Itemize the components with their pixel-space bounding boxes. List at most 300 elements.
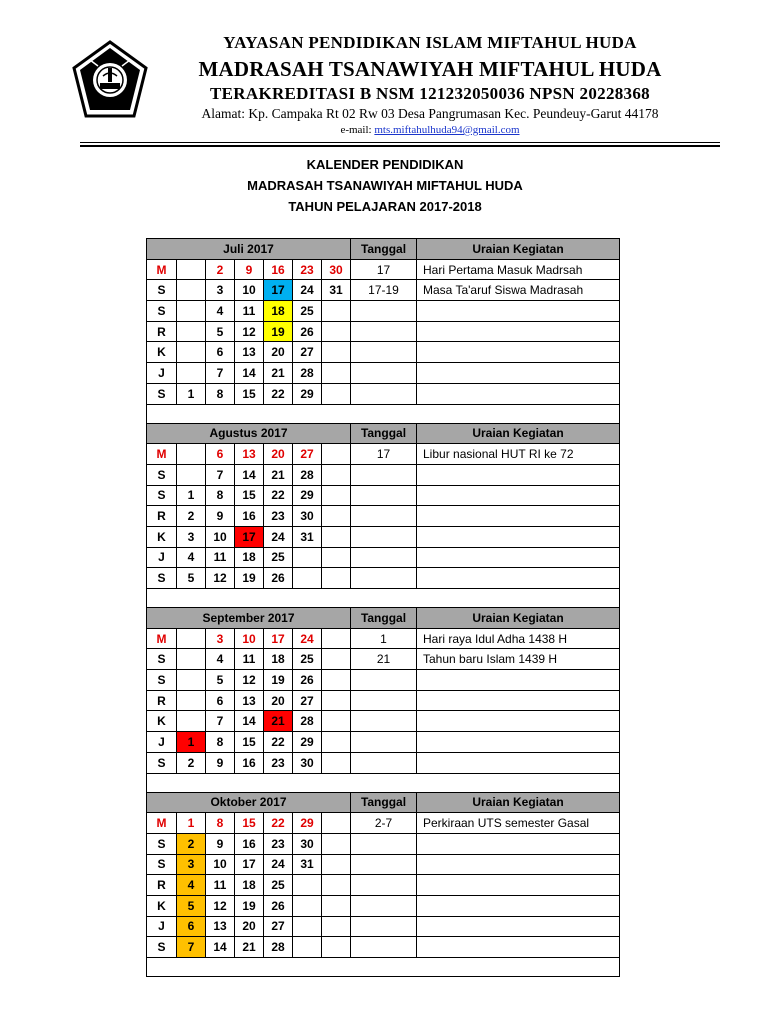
- foundation-name: YAYASAN PENDIDIKAN ISLAM MIFTAHUL HUDA: [223, 33, 637, 52]
- date-cell: 23: [293, 259, 322, 280]
- event-date: [351, 568, 417, 589]
- weekday-label: J: [147, 916, 177, 937]
- date-cell: 28: [264, 937, 293, 958]
- school-logo-icon: [70, 40, 150, 120]
- event-date: [351, 342, 417, 363]
- date-cell: 15: [235, 485, 264, 506]
- event-description: [417, 833, 620, 854]
- date-cell: 9: [206, 833, 235, 854]
- date-cell: [322, 732, 351, 753]
- date-cell: 29: [293, 813, 322, 834]
- date-cell: 9: [206, 752, 235, 773]
- event-description: [417, 670, 620, 691]
- school-name: MADRASAH TSANAWIYAH MIFTAHUL HUDA: [198, 57, 662, 81]
- date-cell: 7: [206, 363, 235, 384]
- date-cell: 20: [264, 690, 293, 711]
- event-date: 1: [351, 628, 417, 649]
- date-cell: 17: [264, 628, 293, 649]
- month-name: Oktober 2017: [147, 792, 351, 813]
- date-cell: 16: [235, 752, 264, 773]
- date-cell: 11: [235, 649, 264, 670]
- calendar-row: [147, 342, 620, 363]
- month-header-row: [147, 423, 620, 444]
- date-cell: 10: [206, 854, 235, 875]
- column-header-uraian: Uraian Kegiatan: [417, 423, 620, 444]
- weekday-label: J: [147, 732, 177, 753]
- event-date: [351, 875, 417, 896]
- header-divider: [80, 142, 720, 143]
- date-cell: 13: [206, 916, 235, 937]
- event-description: Perkiraan UTS semester Gasal: [417, 813, 620, 834]
- date-cell: 22: [264, 383, 293, 404]
- calendar-row: [147, 670, 620, 691]
- event-date: 17-19: [351, 280, 417, 301]
- weekday-label: S: [147, 752, 177, 773]
- event-date: [351, 670, 417, 691]
- date-cell: [322, 321, 351, 342]
- calendar-row: [147, 711, 620, 732]
- event-date: [351, 301, 417, 322]
- event-date: [351, 711, 417, 732]
- date-cell: 4: [206, 649, 235, 670]
- date-cell: 20: [264, 444, 293, 465]
- calendar-row: [147, 526, 620, 547]
- event-description: [417, 752, 620, 773]
- date-cell: [177, 444, 206, 465]
- event-description: [417, 916, 620, 937]
- event-description: Masa Ta'aruf Siswa Madrasah: [417, 280, 620, 301]
- date-cell: [293, 547, 322, 568]
- calendar-row: [147, 301, 620, 322]
- event-description: Hari raya Idul Adha 1438 H: [417, 628, 620, 649]
- date-cell: 16: [235, 506, 264, 527]
- date-cell: 27: [293, 690, 322, 711]
- month-name: Juli 2017: [147, 239, 351, 260]
- date-cell: 18: [235, 875, 264, 896]
- date-cell: 15: [235, 383, 264, 404]
- weekday-label: M: [147, 813, 177, 834]
- date-cell: [322, 568, 351, 589]
- date-cell: 8: [206, 485, 235, 506]
- weekday-label: K: [147, 526, 177, 547]
- date-cell: [322, 833, 351, 854]
- date-cell: 26: [293, 321, 322, 342]
- event-date: [351, 937, 417, 958]
- date-cell: [322, 690, 351, 711]
- weekday-label: J: [147, 363, 177, 384]
- event-date: [351, 464, 417, 485]
- event-description: [417, 854, 620, 875]
- date-cell: 19: [264, 670, 293, 691]
- date-cell: 12: [235, 321, 264, 342]
- date-cell: [322, 895, 351, 916]
- date-cell: 28: [293, 464, 322, 485]
- weekday-label: J: [147, 547, 177, 568]
- date-cell: 25: [264, 547, 293, 568]
- calendar-row: [147, 854, 620, 875]
- event-date: 17: [351, 259, 417, 280]
- date-cell: [322, 363, 351, 384]
- date-cell: 15: [235, 813, 264, 834]
- date-cell: 18: [264, 301, 293, 322]
- event-date: [351, 854, 417, 875]
- date-cell: [322, 547, 351, 568]
- date-cell: 16: [264, 259, 293, 280]
- calendar-row: [147, 280, 620, 301]
- date-cell: [177, 711, 206, 732]
- date-cell: 19: [235, 895, 264, 916]
- event-date: [351, 526, 417, 547]
- date-cell: 17: [235, 526, 264, 547]
- date-cell: [177, 280, 206, 301]
- date-cell: 6: [177, 916, 206, 937]
- date-cell: 8: [206, 813, 235, 834]
- date-cell: 20: [235, 916, 264, 937]
- calendar-row: [147, 649, 620, 670]
- calendar-row: [147, 690, 620, 711]
- date-cell: 30: [293, 752, 322, 773]
- date-cell: 10: [206, 526, 235, 547]
- weekday-label: S: [147, 383, 177, 404]
- date-cell: [177, 690, 206, 711]
- calendar-row: [147, 464, 620, 485]
- event-date: [351, 383, 417, 404]
- date-cell: 15: [235, 732, 264, 753]
- date-cell: 1: [177, 813, 206, 834]
- date-cell: 21: [264, 363, 293, 384]
- date-cell: 25: [293, 301, 322, 322]
- date-cell: [177, 464, 206, 485]
- date-cell: 8: [206, 383, 235, 404]
- date-cell: 29: [293, 383, 322, 404]
- date-cell: [293, 895, 322, 916]
- email-line: [145, 124, 715, 136]
- event-description: [417, 383, 620, 404]
- date-cell: 5: [206, 321, 235, 342]
- calendar-table: [146, 238, 620, 977]
- date-cell: [322, 301, 351, 322]
- date-cell: 12: [235, 670, 264, 691]
- date-cell: [322, 342, 351, 363]
- date-cell: 27: [293, 444, 322, 465]
- event-date: [351, 547, 417, 568]
- header-divider-thick: [80, 145, 720, 147]
- date-cell: 9: [235, 259, 264, 280]
- date-cell: 3: [206, 280, 235, 301]
- date-cell: [322, 854, 351, 875]
- date-cell: 24: [293, 280, 322, 301]
- calendar-row: [147, 363, 620, 384]
- event-description: [417, 321, 620, 342]
- date-cell: 7: [206, 464, 235, 485]
- month-name: September 2017: [147, 608, 351, 629]
- date-cell: 30: [322, 259, 351, 280]
- date-cell: 11: [206, 875, 235, 896]
- date-cell: 1: [177, 485, 206, 506]
- date-cell: 2: [177, 752, 206, 773]
- event-date: [351, 363, 417, 384]
- calendar-row: [147, 752, 620, 773]
- date-cell: 10: [235, 628, 264, 649]
- weekday-label: S: [147, 485, 177, 506]
- date-cell: 18: [264, 649, 293, 670]
- date-cell: 25: [264, 875, 293, 896]
- calendar-row: [147, 506, 620, 527]
- date-cell: 31: [293, 854, 322, 875]
- date-cell: 19: [264, 321, 293, 342]
- date-cell: [322, 464, 351, 485]
- column-header-tanggal: Tanggal: [351, 608, 417, 629]
- calendar-row: [147, 813, 620, 834]
- weekday-label: S: [147, 937, 177, 958]
- date-cell: [177, 321, 206, 342]
- date-cell: 17: [235, 854, 264, 875]
- date-cell: 7: [206, 711, 235, 732]
- calendar-row: [147, 916, 620, 937]
- column-header-uraian: Uraian Kegiatan: [417, 792, 620, 813]
- date-cell: [322, 875, 351, 896]
- date-cell: 2: [177, 506, 206, 527]
- date-cell: 26: [264, 895, 293, 916]
- date-cell: 31: [322, 280, 351, 301]
- weekday-label: M: [147, 259, 177, 280]
- date-cell: 24: [264, 526, 293, 547]
- date-cell: 23: [264, 506, 293, 527]
- calendar-row: [147, 444, 620, 465]
- date-cell: 14: [235, 363, 264, 384]
- date-cell: 16: [235, 833, 264, 854]
- month-header-row: [147, 239, 620, 260]
- date-cell: [177, 301, 206, 322]
- date-cell: [322, 752, 351, 773]
- event-date: [351, 485, 417, 506]
- weekday-label: K: [147, 342, 177, 363]
- date-cell: 23: [264, 833, 293, 854]
- date-cell: 27: [264, 916, 293, 937]
- weekday-label: S: [147, 649, 177, 670]
- date-cell: 29: [293, 732, 322, 753]
- weekday-label: R: [147, 875, 177, 896]
- weekday-label: R: [147, 690, 177, 711]
- spacer-cell: [147, 404, 620, 423]
- date-cell: 22: [264, 732, 293, 753]
- event-date: [351, 895, 417, 916]
- event-date: 2-7: [351, 813, 417, 834]
- date-cell: 3: [177, 854, 206, 875]
- date-cell: 24: [293, 628, 322, 649]
- calendar-row: [147, 833, 620, 854]
- address: Alamat: Kp. Campaka Rt 02 Rw 03 Desa Pangrumasan Kec. Peundeuy-Garut 44178: [201, 106, 659, 121]
- date-cell: 9: [206, 506, 235, 527]
- date-cell: [177, 342, 206, 363]
- date-cell: 6: [206, 690, 235, 711]
- calendar-row: [147, 321, 620, 342]
- calendar-row: [147, 485, 620, 506]
- date-cell: [177, 363, 206, 384]
- event-date: [351, 506, 417, 527]
- date-cell: 27: [293, 342, 322, 363]
- calendar-row: [147, 895, 620, 916]
- date-cell: [322, 937, 351, 958]
- spacer-cell: [147, 589, 620, 608]
- date-cell: [293, 937, 322, 958]
- event-date: [351, 916, 417, 937]
- date-cell: 20: [264, 342, 293, 363]
- date-cell: 26: [293, 670, 322, 691]
- event-description: [417, 895, 620, 916]
- date-cell: 22: [264, 485, 293, 506]
- event-description: Hari Pertama Masuk Madrsah: [417, 259, 620, 280]
- date-cell: [322, 526, 351, 547]
- event-description: [417, 875, 620, 896]
- date-cell: 17: [264, 280, 293, 301]
- date-cell: 22: [264, 813, 293, 834]
- date-cell: 23: [264, 752, 293, 773]
- column-header-tanggal: Tanggal: [351, 792, 417, 813]
- date-cell: [322, 813, 351, 834]
- date-cell: 28: [293, 711, 322, 732]
- date-cell: 12: [206, 568, 235, 589]
- date-cell: [322, 383, 351, 404]
- month-spacer-row: [147, 958, 620, 977]
- calendar-row: [147, 937, 620, 958]
- calendar-row: [147, 875, 620, 896]
- event-description: [417, 464, 620, 485]
- academic-year: TAHUN PELAJARAN 2017-2018: [288, 199, 482, 214]
- accreditation: TERAKREDITASI B NSM 121232050036 NPSN 20228368: [210, 84, 650, 103]
- date-cell: 31: [293, 526, 322, 547]
- date-cell: 7: [177, 937, 206, 958]
- calendar-row: [147, 547, 620, 568]
- date-cell: 14: [206, 937, 235, 958]
- column-header-uraian: Uraian Kegiatan: [417, 239, 620, 260]
- date-cell: 21: [264, 464, 293, 485]
- date-cell: 11: [206, 547, 235, 568]
- calendar-subtitle: MADRASAH TSANAWIYAH MIFTAHUL HUDA: [247, 178, 523, 193]
- event-description: [417, 342, 620, 363]
- date-cell: 28: [293, 363, 322, 384]
- letterhead: [0, 0, 768, 150]
- date-cell: 4: [177, 875, 206, 896]
- email-label: e-mail:: [340, 124, 375, 136]
- event-description: [417, 301, 620, 322]
- date-cell: [177, 259, 206, 280]
- event-description: Libur nasional HUT RI ke 72: [417, 444, 620, 465]
- event-description: [417, 711, 620, 732]
- date-cell: [322, 670, 351, 691]
- calendar-title: KALENDER PENDIDIKAN: [306, 157, 464, 172]
- month-name: Agustus 2017: [147, 423, 351, 444]
- event-date: [351, 833, 417, 854]
- date-cell: 13: [235, 444, 264, 465]
- date-cell: 21: [264, 711, 293, 732]
- event-description: [417, 547, 620, 568]
- weekday-label: S: [147, 568, 177, 589]
- event-date: 17: [351, 444, 417, 465]
- event-date: [351, 752, 417, 773]
- event-date: [351, 321, 417, 342]
- date-cell: [177, 670, 206, 691]
- date-cell: 26: [264, 568, 293, 589]
- date-cell: 4: [206, 301, 235, 322]
- weekday-label: K: [147, 895, 177, 916]
- calendar-row: [147, 628, 620, 649]
- date-cell: [177, 628, 206, 649]
- date-cell: [293, 916, 322, 937]
- event-date: [351, 690, 417, 711]
- event-description: [417, 485, 620, 506]
- date-cell: [293, 568, 322, 589]
- date-cell: [322, 628, 351, 649]
- weekday-label: S: [147, 464, 177, 485]
- weekday-label: R: [147, 321, 177, 342]
- event-date: 21: [351, 649, 417, 670]
- column-header-uraian: Uraian Kegiatan: [417, 608, 620, 629]
- date-cell: 6: [206, 342, 235, 363]
- month-header-row: [147, 608, 620, 629]
- date-cell: 24: [264, 854, 293, 875]
- month-header-row: [147, 792, 620, 813]
- date-cell: 5: [206, 670, 235, 691]
- spacer-cell: [147, 773, 620, 792]
- column-header-tanggal: Tanggal: [351, 239, 417, 260]
- date-cell: 2: [206, 259, 235, 280]
- calendar-row: [147, 259, 620, 280]
- event-description: [417, 732, 620, 753]
- event-description: [417, 526, 620, 547]
- date-cell: [322, 506, 351, 527]
- date-cell: 1: [177, 732, 206, 753]
- month-spacer-row: [147, 404, 620, 423]
- date-cell: [322, 649, 351, 670]
- event-description: [417, 568, 620, 589]
- date-cell: [322, 711, 351, 732]
- date-cell: 10: [235, 280, 264, 301]
- date-cell: 30: [293, 506, 322, 527]
- weekday-label: M: [147, 628, 177, 649]
- month-spacer-row: [147, 773, 620, 792]
- date-cell: 25: [293, 649, 322, 670]
- spacer-cell: [147, 958, 620, 977]
- event-description: [417, 363, 620, 384]
- column-header-tanggal: Tanggal: [351, 423, 417, 444]
- event-description: [417, 937, 620, 958]
- date-cell: 18: [235, 547, 264, 568]
- date-cell: 14: [235, 711, 264, 732]
- weekday-label: S: [147, 670, 177, 691]
- date-cell: 8: [206, 732, 235, 753]
- date-cell: 12: [206, 895, 235, 916]
- event-description: [417, 506, 620, 527]
- date-cell: 29: [293, 485, 322, 506]
- date-cell: [177, 649, 206, 670]
- weekday-label: S: [147, 280, 177, 301]
- date-cell: 13: [235, 342, 264, 363]
- weekday-label: M: [147, 444, 177, 465]
- date-cell: 19: [235, 568, 264, 589]
- date-cell: [293, 875, 322, 896]
- calendar-row: [147, 568, 620, 589]
- date-cell: [322, 444, 351, 465]
- date-cell: 21: [235, 937, 264, 958]
- calendar-row: [147, 383, 620, 404]
- date-cell: 2: [177, 833, 206, 854]
- date-cell: [322, 916, 351, 937]
- event-description: [417, 690, 620, 711]
- date-cell: 5: [177, 895, 206, 916]
- email-link[interactable]: mts.miftahulhuda94@gmail.com: [374, 124, 520, 136]
- date-cell: 11: [235, 301, 264, 322]
